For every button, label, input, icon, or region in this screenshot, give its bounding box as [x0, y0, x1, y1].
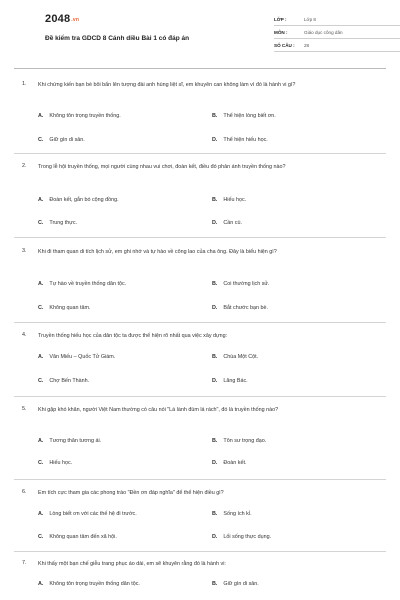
question-4 — [22, 332, 386, 384]
option-a[interactable]: A. Lòng biết ơn với các thế hệ đi trước. — [38, 511, 137, 517]
option-d[interactable]: D. Lối sống thực dụng. — [212, 534, 272, 540]
option-b[interactable]: B. Thể hiện lòng biết ơn. — [212, 113, 276, 119]
option-c[interactable]: C. Giữ gìn di sản. — [38, 137, 85, 143]
info-label: LỚP : — [274, 16, 287, 22]
info-row-subject — [274, 26, 400, 39]
option-b[interactable]: B. Tôn sư trọng đạo. — [212, 438, 267, 444]
question-divider — [14, 153, 386, 154]
question-number: 7. — [22, 560, 27, 566]
option-a[interactable]: A. Không tôn trọng truyền thống. — [38, 113, 121, 119]
option-d[interactable]: D. Bắt chước bạn bè. — [212, 305, 269, 311]
option-a[interactable]: A. Tương thân tương ái. — [38, 438, 102, 444]
question-number: 2. — [22, 163, 27, 169]
option-a[interactable]: A. Đoàn kết, gắn bó cộng đồng. — [38, 197, 119, 203]
question-text: Khi gặp khó khăn, người Việt Nam thường có câu nói "Lá lành đùm lá rách", đó là truyền thống nào? — [38, 407, 279, 413]
question-divider — [14, 479, 386, 480]
question-text: Truyền thống hiếu học của dân tộc ta được thể hiện rõ nhất qua việc xây dựng: — [38, 333, 228, 339]
site-logo[interactable] — [45, 13, 79, 25]
option-d[interactable]: D. Thể hiện hiếu học. — [212, 137, 268, 143]
option-a[interactable]: A. Không tôn trọng truyền thống dân tộc. — [38, 581, 140, 587]
question-divider — [14, 322, 386, 323]
question-number: 6. — [22, 489, 27, 495]
info-value: Giáo dục công dân — [304, 29, 343, 35]
option-a[interactable]: A. Tự hào về truyền thống dân tộc. — [38, 281, 127, 287]
question-7 — [22, 560, 386, 587]
question-1 — [22, 81, 386, 143]
question-text: Trong lễ hội truyền thống, mọi người cùng nhau vui chơi, đoàn kết, điều đó phản ánh truyền thống nào? — [38, 164, 286, 170]
option-d[interactable]: D. Lăng Bác. — [212, 378, 248, 384]
info-label: SỐ CÂU : — [274, 42, 295, 48]
question-6 — [22, 489, 386, 540]
option-d[interactable]: D. Cần cù. — [212, 220, 242, 226]
question-text: Khi đi tham quan di tích lịch sử, em ghi nhớ và tự hào về công lao của cha ông. Đây là biểu hiện gì? — [38, 249, 277, 255]
question-divider — [14, 237, 386, 238]
info-value: 28 — [304, 42, 310, 48]
question-divider — [14, 396, 386, 397]
question-2 — [22, 163, 386, 226]
option-d[interactable]: D. Đoàn kết. — [212, 460, 247, 466]
logo-suffix: .vn — [71, 17, 80, 23]
option-b[interactable]: B. Hiếu học. — [212, 197, 247, 203]
question-number: 5. — [22, 406, 27, 412]
exam-info-box — [274, 13, 400, 52]
option-a[interactable]: A. Văn Miếu – Quốc Tử Giám. — [38, 354, 116, 360]
option-c[interactable]: C. Không quan tâm đến xã hội. — [38, 534, 117, 540]
info-row-class — [274, 13, 400, 26]
question-3 — [22, 248, 386, 311]
option-b[interactable]: B. Coi thường lịch sử. — [212, 281, 270, 287]
page-header — [22, 0, 386, 70]
option-b[interactable]: B. Chùa Một Cột. — [212, 354, 259, 360]
question-divider — [14, 551, 386, 552]
option-c[interactable]: C. Chợ Bến Thành. — [38, 378, 90, 384]
question-5 — [22, 406, 386, 466]
info-value: Lớp 8 — [304, 16, 316, 22]
info-label: MÔN : — [274, 29, 288, 35]
option-c[interactable]: C. Trung thực. — [38, 220, 78, 226]
question-text: Khi chứng kiến bạn bè bôi bẩn lên tượng đài anh hùng liệt sĩ, em khuyên can không làm vì đó là hành vi gì? — [38, 82, 296, 88]
question-text: Em tích cực tham gia các phong trào "Đền ơn đáp nghĩa" để thể hiện điều gì? — [38, 490, 224, 496]
info-row-count — [274, 39, 400, 52]
logo-number: 2048 — [45, 13, 71, 25]
option-c[interactable]: C. Không quan tâm. — [38, 305, 91, 311]
header-divider — [14, 68, 386, 69]
question-number: 3. — [22, 248, 27, 254]
option-b[interactable]: B. Giữ gìn di sản. — [212, 581, 259, 587]
option-b[interactable]: B. Sống ích kỉ. — [212, 511, 252, 517]
question-number: 4. — [22, 332, 27, 338]
page-title: Đề kiểm tra GDCD 8 Cánh diều Bài 1 có đáp án — [45, 35, 190, 42]
question-number: 1. — [22, 81, 27, 87]
option-c[interactable]: C. Hiếu học. — [38, 460, 73, 466]
question-text: Khi thấy một bạn chế giễu trang phục áo dài, em sẽ khuyên rằng đó là hành vi: — [38, 561, 226, 567]
